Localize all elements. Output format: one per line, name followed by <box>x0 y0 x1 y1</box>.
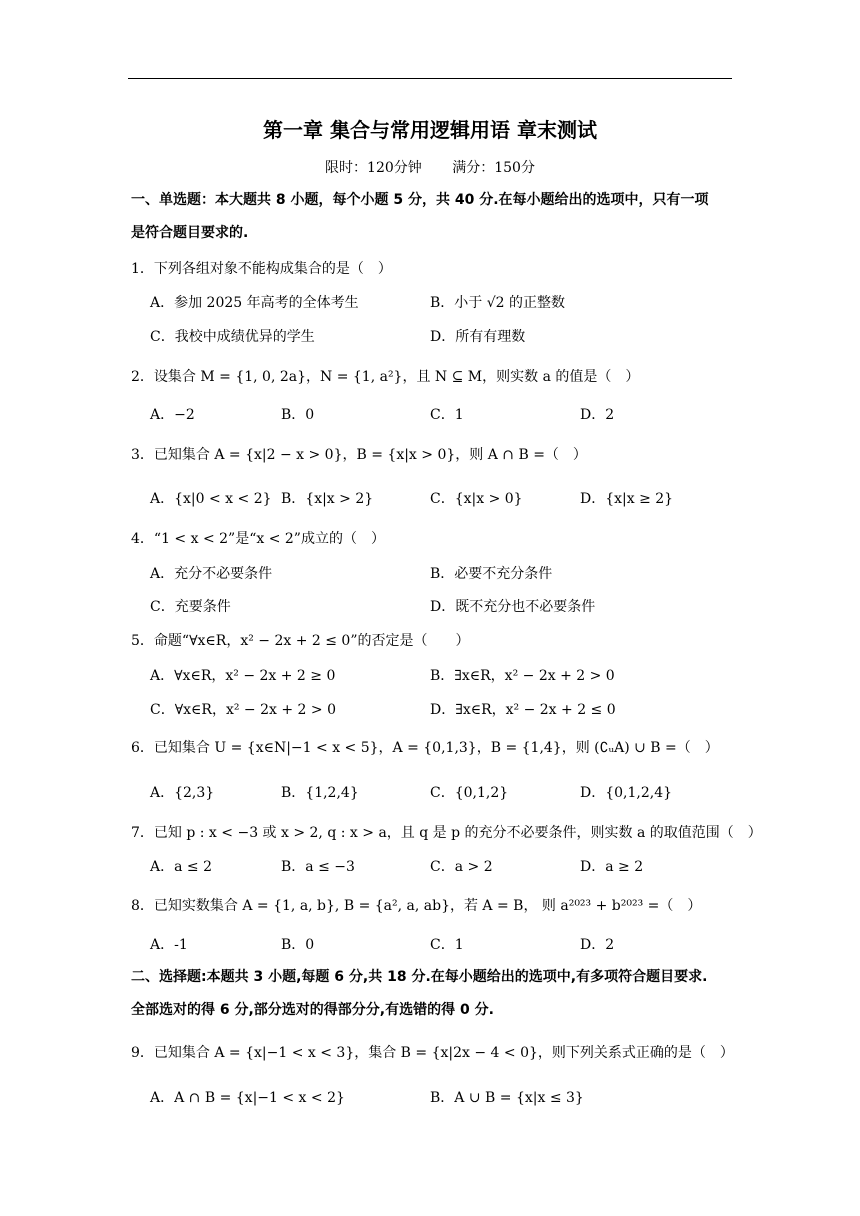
question-8: 8．已知实数集合 A = {1, a, b}, B = {a², a, ab}，若 A = B， 则 a²⁰²³ + b²⁰²³ =（ ） <box>131 898 702 914</box>
q7-option-a: A．a ≤ 2 <box>150 859 212 875</box>
q4-option-a: A．充分不必要条件 <box>150 566 273 582</box>
q4-option-d: D．既不充分也不必要条件 <box>430 599 596 615</box>
q7-option-c: C．a > 2 <box>430 859 493 875</box>
q2-option-a: A．−2 <box>150 407 195 423</box>
q2-option-d: D．2 <box>580 407 615 423</box>
q7-option-d: D．a ≥ 2 <box>580 859 644 875</box>
q4-option-c: C．充要条件 <box>150 599 231 615</box>
q8-option-d: D．2 <box>580 937 615 953</box>
q3-option-d: D．{x|x ≥ 2} <box>580 491 674 507</box>
page-title: 第一章 集合与常用逻辑用语 章末测试 <box>263 118 597 142</box>
question-1: 1．下列各组对象不能构成集合的是（ ） <box>131 261 392 277</box>
section-two-line2: 全部选对的得 6 分,部分选对的得部分分,有选错的得 0 分. <box>131 1002 494 1018</box>
question-2: 2．设集合 M = {1, 0, 2a}，N = {1, a²}，且 N ⊆ M，则实数 a 的值是（ ） <box>131 369 640 385</box>
q5-option-c: C．∀x∈R，x² − 2x + 2 > 0 <box>150 702 336 718</box>
time-limit: 限时：120分钟 <box>325 160 422 176</box>
q1-option-d: D．所有有理数 <box>430 329 526 345</box>
section-one-heading <box>131 184 741 250</box>
q1-option-a: A．参加 2025 年高考的全体考生 <box>150 295 359 311</box>
q7-option-b: B．a ≤ −3 <box>281 859 355 875</box>
q1-option-c: C．我校中成绩优异的学生 <box>150 329 315 345</box>
q8-option-b: B．0 <box>281 937 315 953</box>
q9-option-b: B．A ∪ B = {x|x ≤ 3} <box>430 1090 584 1106</box>
question-9: 9．已知集合 A = {x|−1 < x < 3}，集合 B = {x|2x − 4 < 0}，则下列关系式正确的是（ ） <box>131 1045 734 1061</box>
section-one-line2: 是符合题目要求的. <box>131 225 249 241</box>
question-7: 7．已知 p : x < −3 或 x > 2, q : x > a，且 q 是 p 的充分不必要条件，则实数 a 的取值范围（ ） <box>131 825 762 841</box>
q5-option-d: D．∃x∈R，x² − 2x + 2 ≤ 0 <box>430 702 616 718</box>
q6-option-b: B．{1,2,4} <box>281 785 359 801</box>
q5-option-a: A．∀x∈R，x² − 2x + 2 ≥ 0 <box>150 668 336 684</box>
q4-option-b: B．必要不充分条件 <box>430 566 553 582</box>
header-rule <box>128 78 732 79</box>
q3-option-a: A．{x|0 < x < 2} <box>150 491 272 507</box>
section-two-line1: 二、选择题:本题共 3 小题,每题 6 分,共 18 分.在每小题给出的选项中,有多项符合题目要求. <box>131 969 708 985</box>
question-6: 6．已知集合 U = {x∈N|−1 < x < 5}，A = {0,1,3}，B = {1,4}，则 (∁ᵤA) ∪ B =（ ） <box>131 740 719 756</box>
q5-option-b: B．∃x∈R，x² − 2x + 2 > 0 <box>430 668 615 684</box>
q6-option-c: C．{0,1,2} <box>430 785 509 801</box>
q8-option-a: A．-1 <box>150 937 188 953</box>
full-score: 满分：150分 <box>452 160 535 176</box>
section-one-line1: 一、单选题：本大题共 8 小题，每个小题 5 分，共 40 分.在每小题给出的选项中，只有一项 <box>131 192 709 208</box>
q8-option-c: C．1 <box>430 937 464 953</box>
question-3: 3．已知集合 A = {x|2 − x > 0}，B = {x|x > 0}，则 A ∩ B =（ ） <box>131 447 587 463</box>
q2-option-c: C．1 <box>430 407 464 423</box>
q2-option-b: B．0 <box>281 407 315 423</box>
exam-info <box>0 157 860 177</box>
q3-option-c: C．{x|x > 0} <box>430 491 523 507</box>
q6-option-a: A．{2,3} <box>150 785 215 801</box>
q9-option-a: A．A ∩ B = {x|−1 < x < 2} <box>150 1090 345 1106</box>
q6-option-d: D．{0,1,2,4} <box>580 785 673 801</box>
section-two-heading <box>131 961 741 1027</box>
q1-option-b: B．小于 √2 的正整数 <box>430 295 566 311</box>
question-5: 5．命题“∀x∈R，x² − 2x + 2 ≤ 0”的否定是（ ） <box>131 633 470 649</box>
question-4: 4．“1 < x < 2”是“x < 2”成立的（ ） <box>131 531 385 547</box>
q3-option-b: B．{x|x > 2} <box>281 491 374 507</box>
